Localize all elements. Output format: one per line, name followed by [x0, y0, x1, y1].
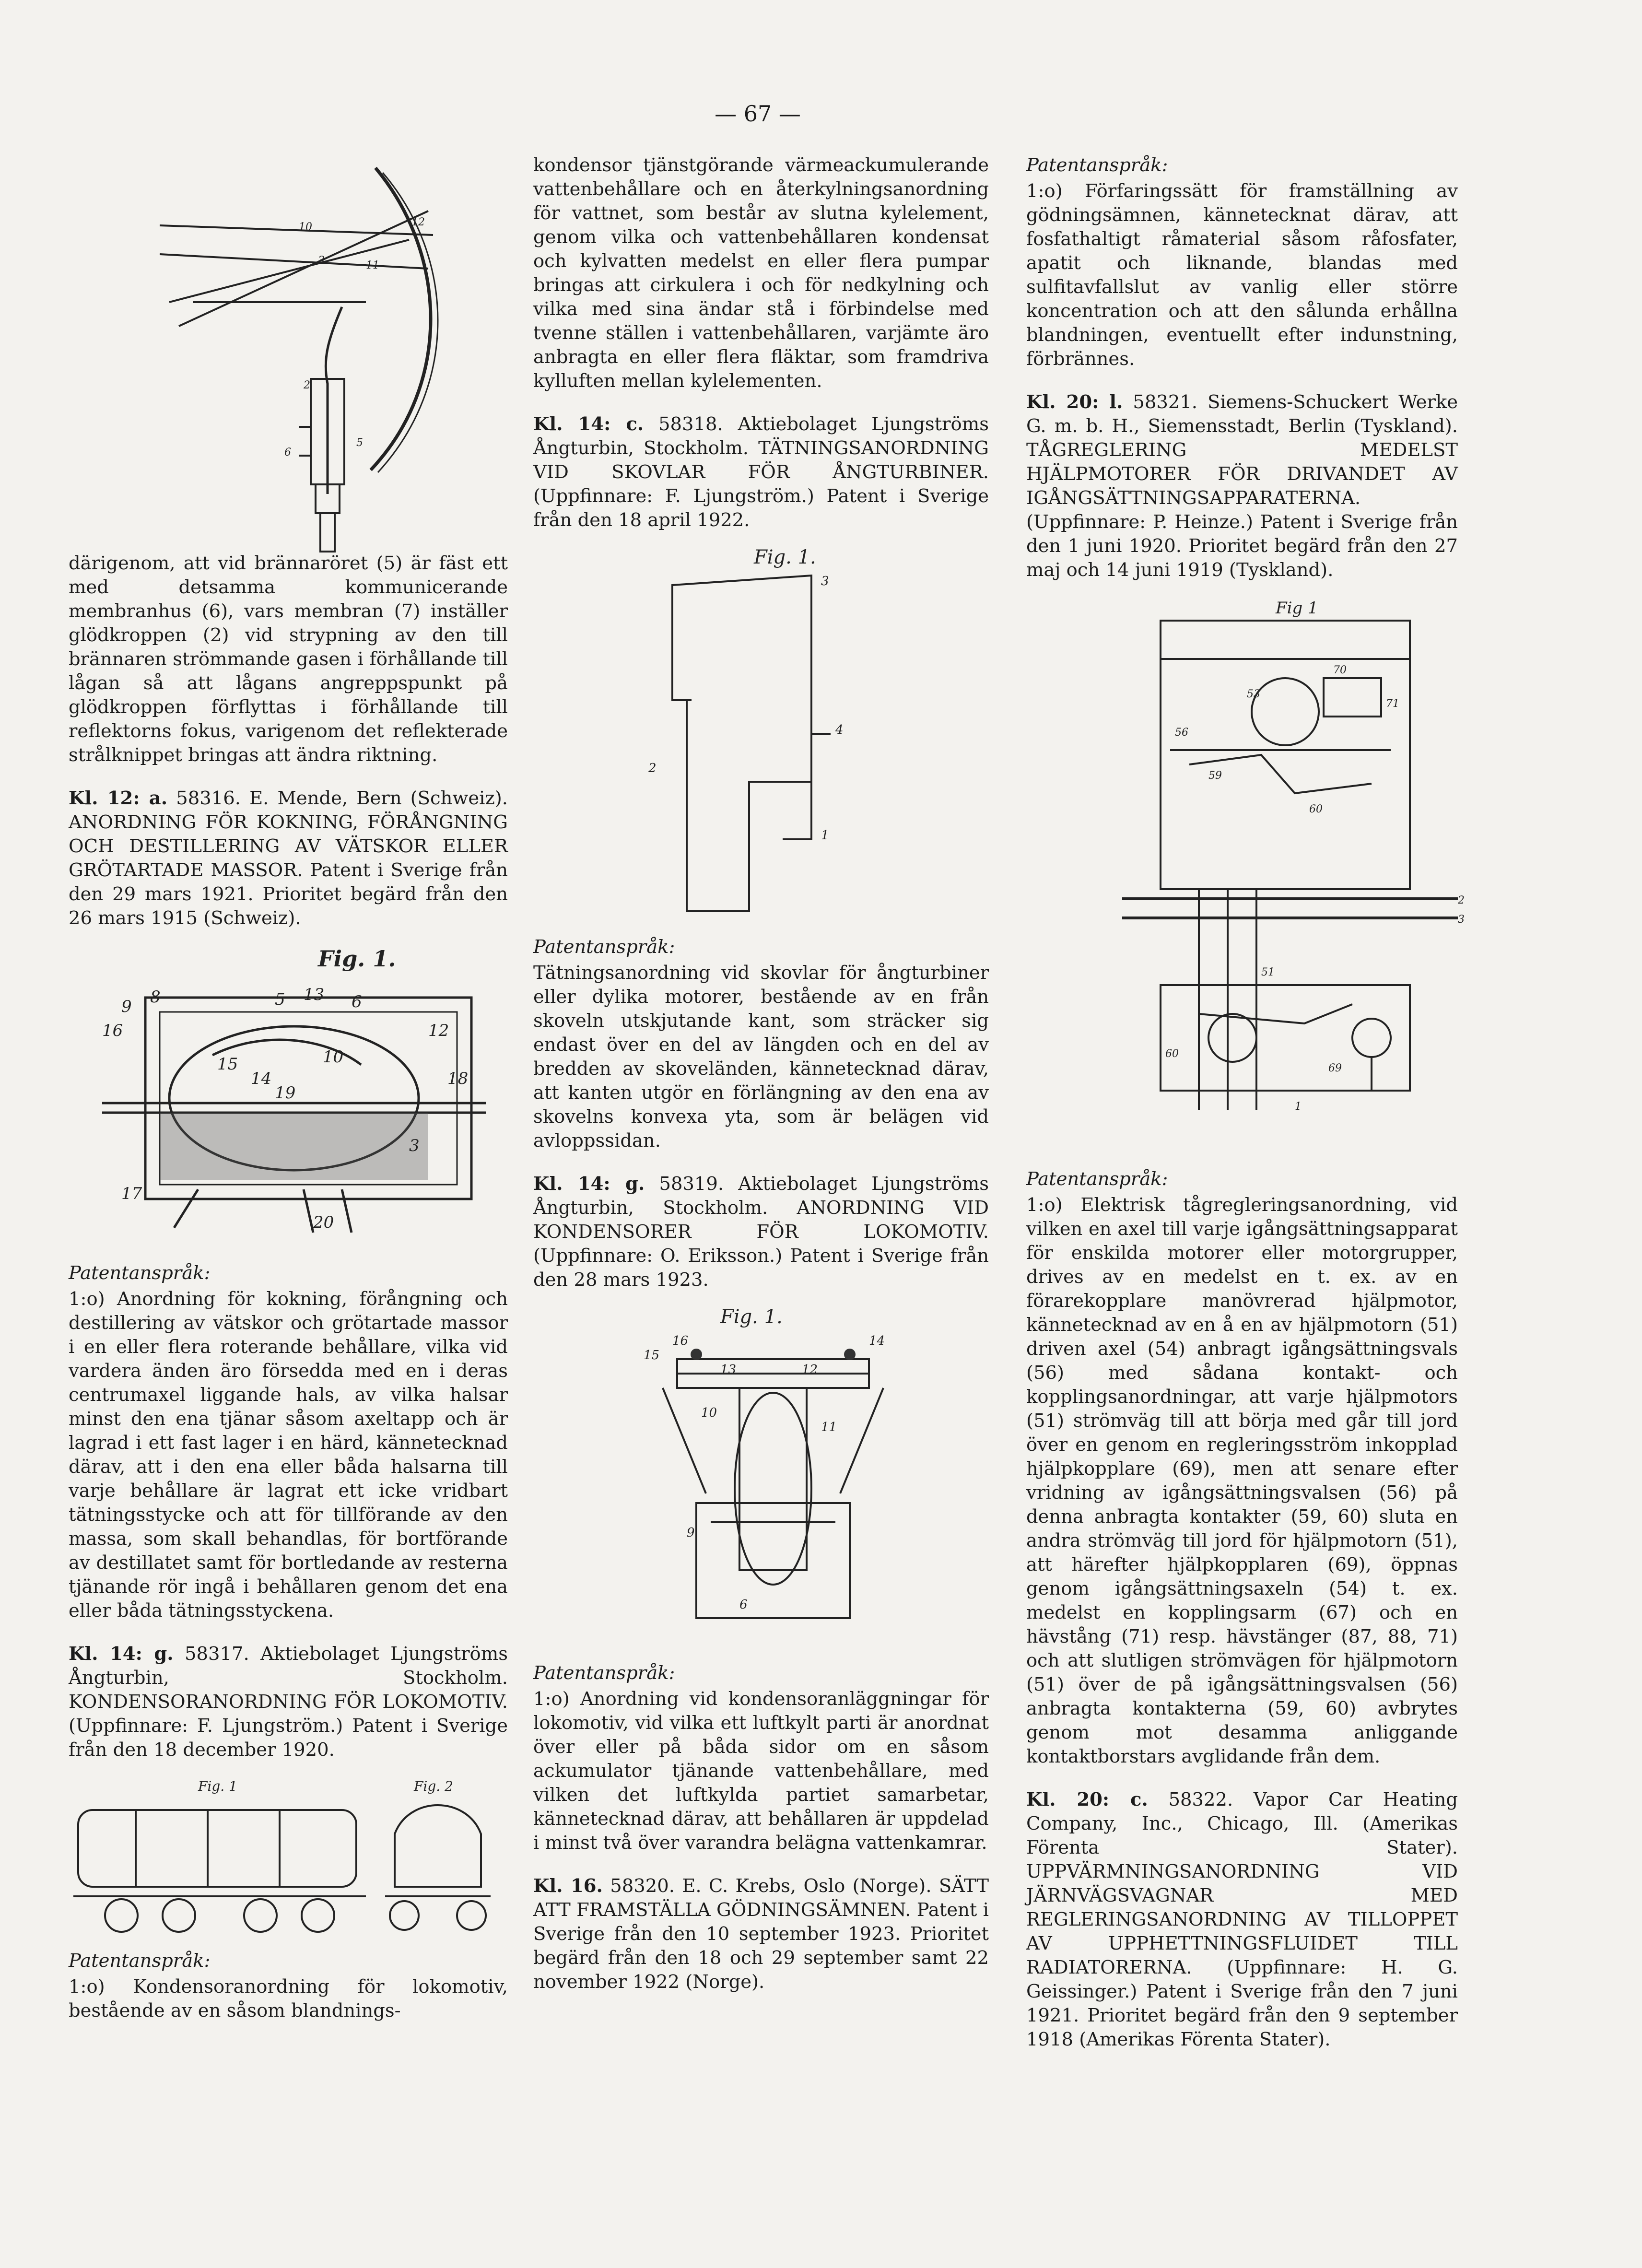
svg-text:5: 5 — [275, 990, 285, 1009]
svg-text:16: 16 — [672, 1334, 689, 1348]
svg-text:1: 1 — [1295, 1101, 1302, 1113]
svg-text:10: 10 — [323, 1047, 344, 1067]
entry-58316-claim: 1:o) Anordning för kokning, förångning och destillering av vätskor och grötartade massor i en eller flera roterande behållare, vilka vid vardera änden äro försedda med en i deras centrumaxel liggande hals, av vilka halsar minst den ena tjänar såsom axeltapp och är lagrad i ett fast lager i en härd, kännetecknad därav, att i den ena eller båda halsarna till varje behållare är lagrat ett icke vridbart tätningsstycke och att för tillförande av den massa, som skall behandlas, för bortförande av destillatet samt för bortledande av resterna tjänande rör ingå i behållaren genom det ena eller båda tätningsstyckena. — [69, 1288, 508, 1622]
entry-58318-claim: Tätningsanordning vid skovlar för ångturbiner eller dylika motorer, bestående av en från skoveln utskjutande kant, som sträcker sig endast över en del av längden och en del av bredden av skoveländen, kännetecknad därav, att kanten utgör en förlängning av den ena av skovelns konvexa yta, som är belägen vid avloppssidan. — [533, 962, 989, 1152]
intro-text: därigenom, att vid brännaröret (5) är fäst ett med detsamma kommunicerande membranhus (6), vars membran (7) inställer glödkroppen (2) vid strypning av den till brännaren strömmande gasen i förhållande till lågan så att lågans angreppspunkt på glödkroppen förflyttas i förhållande till reflektorns fokus, varigenom det reflekterade strålknippet bringas att ändra riktning. — [69, 552, 508, 766]
column-3 — [1026, 153, 1465, 2052]
entry-58317-claim: 1:o) Kondensoranordning för lokomotiv, bestående av en såsom blandnings- — [69, 1976, 508, 2021]
entry-58321-claim: 1:o) Elektrisk tågregleringsanordning, vid vilken en axel till varje igångsättningsapparat för enskilda motorer eller motorgrupper, drives av en medelst en t. ex. av en förarekopplare manövrerad hjälpmotor, kännetecknad av en å en av hjälpmotorn (51) driven axel (54) anbragt igångsättningsvals (56) med sådana kontakt- och kopplingsanordningar, att varje hjälpmotors (51) strömväg till att börja med går till jord över en genom en regleringsström inkopplad hjälpkopplare (69), men att senare efter vridning av igångsättningsvalsen (56) på denna anbragta kontakter (59, 60) sluta en andra strömväg till jord för hjälpmotorn (51), att härefter hjälpkopplaren (69), öppnas genom igångsättningsaxeln (54) t. ex. medelst en kopplingsarm (67) och en hävstång (71) resp. hävstänger (87, 88, 71) och att slutligen strömvägen för hjälpmotorn (51) över de på igångsättningsvalsen (56) anbragta kontakterna (59, 60) avbrytes genom mot desamma anliggande kontaktborstars avglidande från dem. — [1026, 1194, 1458, 1767]
svg-text:15: 15 — [217, 1055, 238, 1074]
svg-text:20: 20 — [313, 1213, 334, 1232]
reflector-lamp-figure — [141, 158, 508, 556]
svg-text:16: 16 — [102, 1021, 123, 1040]
entry-58316-heading: Kl. 12: a. 58316. E. Mende, Bern (Schweiz). ANORDNING FÖR KOKNING, FÖRÅNGNING OCH DESTILLERING AV VÄTSKOR ELLER GRÖTARTADE MASSOR. Patent i Sverige från den 29 mars 1921. Prioritet begärd från den 26 mars 1915 (Schweiz). — [69, 787, 508, 929]
column-2 — [533, 153, 989, 1994]
fig-label: Fig. 1. — [318, 946, 396, 972]
patent-claims-label: Patentanspråk: — [69, 1262, 211, 1284]
fig-label: Fig. 1. — [720, 1306, 783, 1328]
patent-claims-label: Patentanspråk: — [1026, 154, 1168, 176]
svg-text:8: 8 — [150, 987, 161, 1007]
svg-text:12: 12 — [802, 1363, 818, 1377]
svg-text:60: 60 — [1165, 1048, 1179, 1060]
kondensor-lokomotiv-figure — [644, 1302, 989, 1647]
kokning-figure — [93, 940, 508, 1247]
svg-text:5: 5 — [356, 437, 363, 449]
svg-text:3: 3 — [821, 574, 829, 588]
svg-text:6: 6 — [352, 992, 362, 1011]
svg-text:51: 51 — [1261, 966, 1275, 978]
svg-text:14: 14 — [869, 1334, 885, 1348]
entry-58320-claim: 1:o) Förfaringssätt för framställning av gödningsämnen, kännetecknat därav, att fosfathaltigt råmaterial såsom råfosfater, apatit och liknande, blandas med sulfitavfallslut av vanlig eller större koncentration och att den sålunda erhållna blandningen, eventuellt efter indunstning, förbrännes. — [1026, 180, 1458, 370]
svg-text:13: 13 — [720, 1363, 737, 1377]
entry-58322-heading: Kl. 20: c. 58322. Vapor Car Heating Company, Inc., Chicago, Ill. (Amerikas Förenta Stater). UPPVÄRMNINGSANORDNING VID JÄRNVÄGSVAGNAR MED REGLERINGSANORDNING AV TILLOPPET AV UPPHETTNINGSFLUIDET TILL RADIATORERNA. (Uppfinnare: H. G. Geissinger.) Patent i Sverige från den 7 juni 1921. Prioritet begärd från den 9 september 1918 (Amerikas Förenta Stater). — [1026, 1789, 1458, 2050]
svg-text:3: 3 — [409, 1136, 420, 1155]
svg-text:6: 6 — [284, 447, 291, 458]
svg-text:2: 2 — [1458, 894, 1465, 906]
entry-58319-heading: Kl. 14: g. 58319. Aktiebolaget Ljungströms Ångturbin, Stockholm. ANORDNING VID KONDENSORER FÖR LOKOMOTIV. (Uppfinnare: O. Eriksson.) Patent i Sverige från den 28 mars 1923. — [533, 1173, 989, 1291]
patent-claims-label: Patentanspråk: — [69, 1950, 211, 1972]
svg-text:1: 1 — [821, 828, 829, 843]
entry-58319-claim: 1:o) Anordning vid kondensoranläggningar för lokomotiv, vid vilka ett luftkylt parti är anordnat över eller på båda sidor om en såsom ackumulator tjänande vattenbehållare, med vilken det luftkylda partiet samarbetar, kännetecknad därav, att behållaren är uppdelad i minst två över varandra belägna vattenkamrar. — [533, 1688, 989, 1854]
patent-claims-label: Patentanspråk: — [533, 936, 675, 958]
entry-58317-heading: Kl. 14: g. 58317. Aktiebolaget Ljungströms Ångturbin, Stockholm. KONDENSORANORDNING FÖR LOKOMOTIV. (Uppfinnare: F. Ljungström.) Patent i Sverige från den 18 december 1920. — [69, 1643, 508, 1761]
entry-58318-heading: Kl. 14: c. 58318. Aktiebolaget Ljungströms Ångturbin, Stockholm. TÄTNINGSANORDNING VID SKOVLAR FÖR ÅNGTURBINER. (Uppfinnare: F. Ljungström.) Patent i Sverige från den 18 april 1922. — [533, 413, 989, 531]
tagreglering-figure — [1103, 592, 1465, 1153]
svg-text:12: 12 — [428, 1021, 449, 1040]
entry-58320-heading: Kl. 16. 58320. E. C. Krebs, Oslo (Norge). SÄTT ATT FRAMSTÄLLA GÖDNINGSÄMNEN. Patent i Sverige från den 10 september 1923. Prioritet begärd från den 18 och 29 september samt 22 november 1922 (Norge). — [533, 1875, 989, 1993]
kondensor-figure — [69, 1776, 508, 1935]
svg-text:11: 11 — [366, 259, 379, 271]
svg-text:71: 71 — [1386, 698, 1399, 710]
svg-text:56: 56 — [1175, 727, 1188, 739]
svg-text:53: 53 — [1247, 688, 1260, 700]
svg-text:9: 9 — [121, 997, 132, 1016]
svg-text:70: 70 — [1333, 664, 1347, 676]
svg-text:69: 69 — [1328, 1062, 1342, 1074]
fig-2-label: Fig. 2 — [414, 1778, 453, 1794]
skovel-figure — [629, 542, 989, 921]
patent-claims-label: Patentanspråk: — [1026, 1168, 1168, 1190]
page-number: — 67 — — [715, 101, 801, 127]
svg-text:13: 13 — [304, 985, 325, 1004]
svg-text:4: 4 — [835, 723, 844, 737]
continued-text: kondensor tjänstgörande värmeackumulerande vattenbehållare och en återkylningsanordning för vattnet, som består av slutna kylelement, genom vilka och vattenbehållaren kondensat och kylvatten medelst en eller flera pumpar bringas att cirkulera i och för nedkylning och vilka med sina ändar stå i förbindelse med tvenne ställen i vattenbehållaren, varjämte äro anbragta en eller flera fläktar, som framdriva kylluften mellan kylelementen. — [533, 154, 989, 392]
svg-text:3: 3 — [318, 255, 325, 267]
fig-1-label: Fig. 1 — [198, 1778, 237, 1794]
svg-text:10: 10 — [701, 1406, 717, 1420]
svg-text:59: 59 — [1208, 770, 1222, 782]
svg-text:9: 9 — [687, 1526, 695, 1540]
svg-text:17: 17 — [121, 1184, 142, 1203]
svg-text:14: 14 — [251, 1069, 272, 1088]
svg-text:11: 11 — [821, 1420, 837, 1434]
svg-text:60: 60 — [1309, 803, 1323, 815]
svg-text:18: 18 — [447, 1069, 469, 1088]
svg-text:6: 6 — [739, 1598, 748, 1612]
svg-text:3: 3 — [1458, 914, 1465, 926]
svg-text:12: 12 — [411, 216, 425, 228]
entry-58321-heading: Kl. 20: l. 58321. Siemens-Schuckert Werke G. m. b. H., Siemensstadt, Berlin (Tyskland). TÅGREGLERING MEDELST HJÄLPMOTORER FÖR DRIVANDET AV IGÅNGSÄTTNINGSAPPARATERNA. (Uppfinnare: P. Heinze.) Patent i Sverige från den 1 juni 1920. Prioritet begärd från den 27 maj och 14 juni 1919 (Tyskland). — [1026, 391, 1458, 581]
svg-text:2: 2 — [304, 379, 310, 391]
svg-text:15: 15 — [644, 1348, 660, 1363]
fig-label: Fig 1 — [1276, 599, 1318, 618]
column-1 — [69, 158, 508, 2023]
svg-text:19: 19 — [275, 1083, 296, 1103]
patent-claims-label: Patentanspråk: — [533, 1662, 675, 1684]
svg-text:10: 10 — [299, 221, 312, 233]
svg-text:2: 2 — [648, 761, 657, 776]
fig-label: Fig. 1. — [754, 546, 816, 568]
